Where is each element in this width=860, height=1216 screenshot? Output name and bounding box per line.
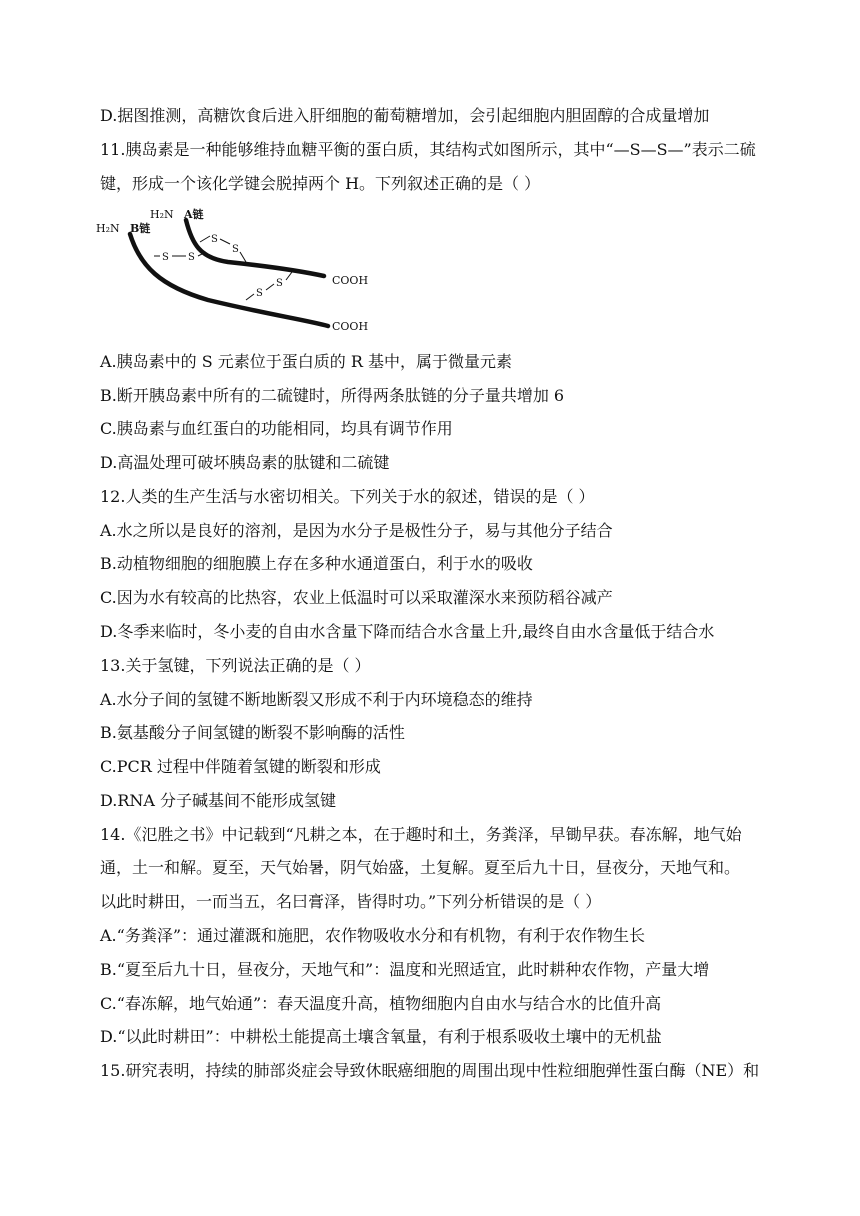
question-14-stem-cont-2: 以此时耕田，一而当五，名曰膏泽，皆得时功。”下列分析错误的是（ ） — [100, 892, 602, 911]
option-14b: B.“夏至后九十日，昼夜分，天地气和”：温度和光照适宜，此时耕种农作物，产量大增 — [100, 960, 710, 979]
option-11a: A.胰岛素中的 S 元素位于蛋白质的 R 基中，属于微量元素 — [100, 352, 512, 371]
b-chain-carboxyl-label: COOH — [332, 320, 369, 333]
question-15-stem: 15.研究表明，持续的肺部炎症会导致休眠癌细胞的周围出现中性粒细胞弹性蛋白酶（NE）和 — [100, 1061, 760, 1080]
sulfur-a1: S — [211, 234, 218, 245]
b-chain-label: B链 — [130, 222, 151, 235]
sulfur-a2: S — [232, 244, 239, 255]
option-14c: C.“春冻解，地气始通”：春天温度升高，植物细胞内自由水与结合水的比值升高 — [100, 994, 662, 1013]
option-11c: C.胰岛素与血红蛋白的功能相同，均具有调节作用 — [100, 419, 453, 438]
question-11-stem: 11.胰岛素是一种能够维持血糖平衡的蛋白质，其结构式如图所示，其中“—S—S—”表示二硫 — [100, 140, 756, 159]
question-14-stem: 14.《氾胜之书》中记载到“凡耕之本，在于趣时和土，务粪泽，早锄早获。春冻解，地气始 — [100, 825, 742, 844]
insulin-diagram — [96, 204, 386, 340]
b-chain-amino-label: H₂N — [96, 222, 120, 235]
a-chain-amino-label: H₂N — [150, 208, 174, 221]
option-12a: A.水之所以是良好的溶剂，是因为水分子是极性分子，易与其他分子结合 — [100, 521, 613, 540]
option-13a: A.水分子间的氢键不断地断裂又形成不利于内环境稳态的维持 — [100, 690, 533, 709]
sulfur-b1: S — [162, 252, 169, 263]
option-12d: D.冬季来临时，冬小麦的自由水含量下降而结合水含量上升,最终自由水含量低于结合水 — [100, 622, 715, 641]
sulfur-a3: S — [188, 252, 195, 263]
option-13d: D.RNA 分子碱基间不能形成氢键 — [100, 791, 337, 810]
option-13b: B.氨基酸分子间氢键的断裂不影响酶的活性 — [100, 723, 405, 742]
option-11d: D.高温处理可破坏胰岛素的肽键和二硫键 — [100, 453, 390, 472]
sulfur-b2: S — [256, 288, 263, 299]
question-13-stem: 13.关于氢键，下列说法正确的是（ ） — [100, 656, 371, 675]
option-14a: A.“务粪泽”：通过灌溉和施肥，农作物吸收水分和有机物，有利于农作物生长 — [100, 926, 646, 945]
option-12b: B.动植物细胞的细胞膜上存在多种水通道蛋白，利于水的吸收 — [100, 554, 533, 573]
a-chain-label: A链 — [184, 208, 204, 221]
option-14d: D.“以此时耕田”：中耕松土能提高土壤含氧量，有利于根系吸收土壤中的无机盐 — [100, 1027, 662, 1046]
b-chain-strand — [130, 234, 328, 326]
sulfur-a4: S — [276, 278, 283, 289]
question-14-stem-cont-1: 通，土一和解。夏至，天气始暑，阴气始盛，土复解。夏至后九十日，昼夜分，天地气和。 — [100, 858, 741, 877]
question-12-stem: 12.人类的生产生活与水密切相关。下列关于水的叙述，错误的是（ ） — [100, 487, 595, 506]
option-13c: C.PCR 过程中伴随着氢键的断裂和形成 — [100, 757, 381, 776]
option-10d: D.据图推测，高糖饮食后进入肝细胞的葡萄糖增加，会引起细胞内胆固醇的合成量增加 — [100, 106, 710, 125]
a-chain-strand — [186, 220, 324, 276]
option-11b: B.断开胰岛素中所有的二硫键时，所得两条肽链的分子量共增加 6 — [100, 386, 565, 405]
insulin-structure-figure — [96, 204, 386, 340]
question-11-stem-cont: 键，形成一个该化学键会脱掉两个 H。下列叙述正确的是（ ） — [100, 174, 541, 193]
a-chain-carboxyl-label: COOH — [332, 274, 369, 287]
option-12c: C.因为水有较高的比热容，农业上低温时可以采取灌深水来预防稻谷减产 — [100, 588, 613, 607]
